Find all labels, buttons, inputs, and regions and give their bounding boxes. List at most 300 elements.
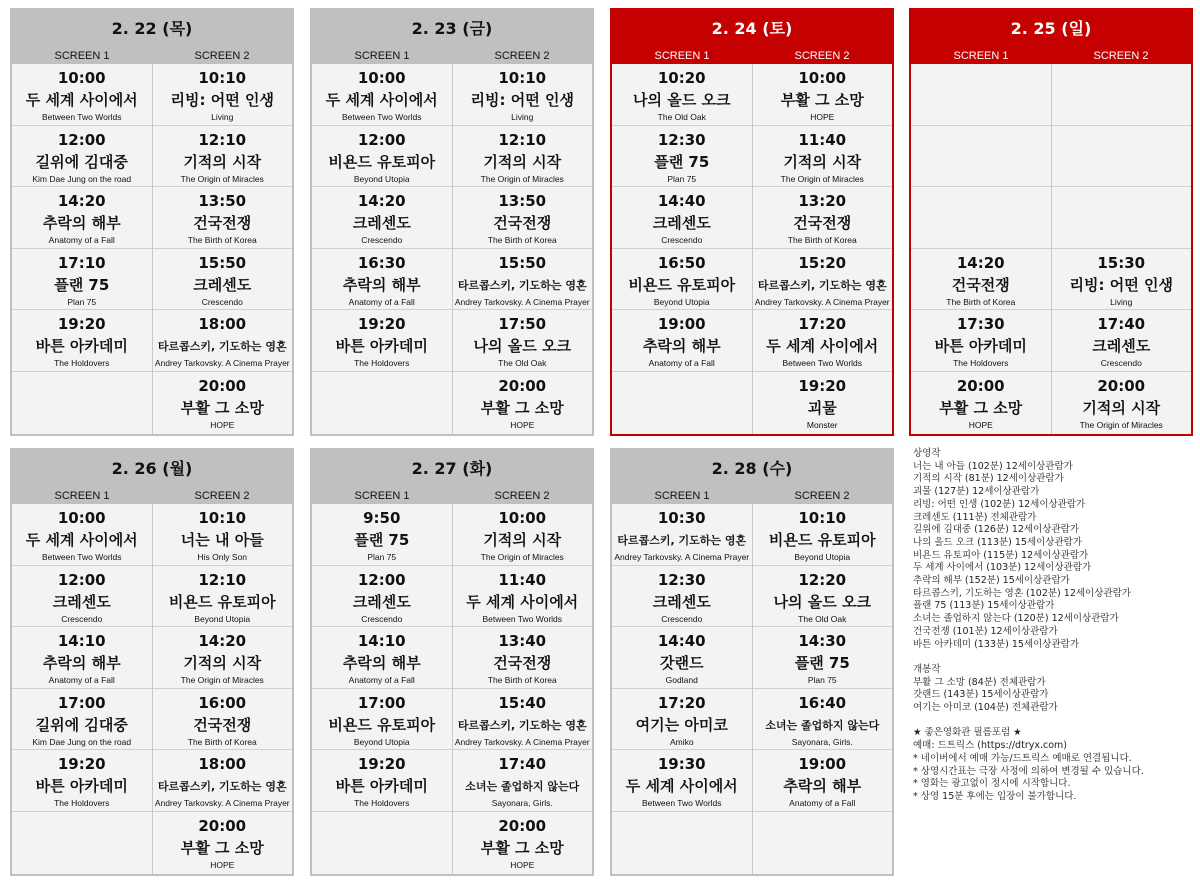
movie-title: 부활 그 소망 [480,398,564,417]
movie-title-en: Crescendo [61,613,103,624]
screen-1-column [12,64,152,434]
movie-title-en: The Birth of Korea [787,235,857,246]
movie-title-en: Anatomy of a Fall [789,798,856,809]
showtime-cell[interactable] [153,750,293,812]
movie-title-en: Between Two Worlds [782,358,863,369]
movie-title-en: Plan 75 [807,675,837,686]
screen-labels [312,488,592,504]
movie-title: 건국전쟁 [493,214,552,233]
screen-1-column [312,64,452,434]
showtime-cell[interactable] [453,372,593,434]
screen-labels [612,48,892,64]
showtime-cell[interactable] [911,372,1051,434]
showtime-time: 12:00 [357,130,406,149]
movie-title-en: The Holdovers [54,358,110,369]
day-panel [10,448,294,876]
movie-title-en: The Origin of Miracles [1079,419,1163,430]
showtime-cell[interactable] [312,187,452,249]
movie-title: 부활 그 소망 [939,398,1023,417]
movie-title: 추락의 해부 [642,337,721,356]
movie-title-en: HOPE [210,419,235,430]
movie-title: 기적의 시작 [183,152,262,171]
showtime-time: 19:20 [57,315,106,334]
showtime-time: 11:40 [498,570,547,589]
movie-title: 길위에 김대중 [35,152,128,171]
movie-title-en: Plan 75 [367,552,397,562]
showtime-cell[interactable] [453,689,593,751]
movie-title: 타르콥스키, 기도하는 영혼 [757,278,887,292]
empty-cell [312,812,452,874]
movie-title-en: Beyond Utopia [794,552,851,562]
showtime-time: 17:40 [1097,315,1146,334]
movie-title-en: Beyond Utopia [653,296,710,307]
movie-title: 크레센도 [352,592,411,611]
showtime-cell[interactable] [312,504,452,566]
movie-title: 건국전쟁 [951,275,1010,294]
showtime-time: 17:40 [498,755,547,774]
showtime-cell[interactable] [153,372,293,434]
movie-title-en: The Origin of Miracles [480,173,564,184]
movie-title: 여기는 아미코 [635,715,728,734]
showtime-time: 12:10 [498,130,547,149]
showtime-time: 12:20 [798,570,847,589]
showtime-cell[interactable] [453,750,593,812]
showtime-cell[interactable] [753,249,893,311]
movie-title-en: The Old Oak [498,358,547,369]
showtime-time: 11:40 [798,130,847,149]
showtime-cell[interactable] [153,627,293,689]
showtime-cell[interactable] [612,187,752,249]
movie-title-en: Living [211,112,234,122]
movie-title-en: Anatomy of a Fall [648,358,715,369]
showtime-cell[interactable] [612,249,752,311]
showtime-cell[interactable] [612,750,752,812]
movie-title: 추락의 해부 [783,777,862,796]
movie-title: 비욘드 유토피아 [328,152,436,171]
movie-title-en: Andrey Tarkovsky. A Cinema Prayer [454,296,590,307]
showtime-cell[interactable] [1052,249,1192,311]
showtime-time: 10:10 [198,69,247,87]
empty-cell [612,372,752,434]
screen-labels [12,48,292,64]
movie-title: 바튼 아카데미 [335,337,428,356]
movie-title: 바튼 아카데미 [934,337,1027,356]
movie-title: 크레센도 [352,214,411,233]
movie-title: 두 세계 사이에서 [25,531,138,549]
screen-2-label: SCREEN 2 [494,50,550,62]
day-header [612,10,892,64]
showtime-time: 19:30 [657,755,706,774]
showtime-time: 17:20 [657,693,706,712]
showtime-cell[interactable] [911,310,1051,372]
screen-1-label: SCREEN 1 [654,50,710,62]
showtime-cell[interactable] [312,249,452,311]
movie-title: 추락의 해부 [42,214,121,233]
screen-1-column [12,504,152,874]
showtime-cell[interactable] [153,126,293,188]
movie-title-en: Amiko [669,736,694,747]
now-showing-item: 크레센도 (111분) 전체관람가 [913,511,1037,523]
showtime-time: 12:00 [357,570,406,589]
movie-title-en: Godland [665,675,698,686]
showtime-cell[interactable] [153,812,293,874]
movie-title: 나의 올드 오크 [633,91,731,109]
showtime-cell[interactable] [453,812,593,874]
showtime-cell[interactable] [753,750,893,812]
day-date: 2. 23 (금) [411,19,493,38]
showtime-cell[interactable] [612,689,752,751]
showtime-cell[interactable] [12,504,152,566]
movie-title-en: Andrey Tarkovsky. A Cinema Prayer [154,798,290,809]
movie-title-en: Andrey Tarkovsky. A Cinema Prayer [154,358,290,369]
screen-2-column [152,504,293,874]
screen-labels [911,48,1191,64]
movie-title: 타르콥스키, 기도하는 영혼 [157,780,287,794]
now-showing-item: 타르콥스키, 기도하는 영혼 (102분) 12세이상관람가 [913,587,1131,599]
movie-title: 타르콥스키, 기도하는 영혼 [157,340,287,354]
showtime-time: 10:00 [57,69,106,87]
showtime-time: 10:20 [657,69,706,87]
empty-cell [1052,126,1192,188]
showtime-cell[interactable] [12,689,152,751]
showtime-cell[interactable] [453,187,593,249]
showtime-cell[interactable] [12,627,152,689]
day-date: 2. 28 (수) [711,459,793,478]
showtime-cell[interactable] [12,310,152,372]
showtime-time: 14:30 [798,632,847,651]
movie-title-en: The Birth of Korea [487,675,557,686]
showtime-time: 13:50 [498,192,547,211]
now-showing-item: 바튼 아카데미 (133분) 15세이상관람가 [913,638,1079,650]
showtime-time: 19:20 [357,755,406,774]
showtime-time: 17:10 [57,253,106,272]
showtime-cell[interactable] [12,64,152,126]
day-header [612,450,892,504]
now-showing-item: 너는 내 아들 (102분) 12세이상관람가 [913,460,1073,472]
movie-title-en: The Holdovers [354,358,410,369]
showtime-cell[interactable] [753,187,893,249]
day-panel [610,448,894,876]
empty-cell [12,372,152,434]
showtime-cell[interactable] [153,310,293,372]
showtime-cell[interactable] [453,310,593,372]
movie-title-en: Between Two Worlds [41,112,122,122]
now-showing-item: 추락의 해부 (152분) 15세이상관람가 [913,575,1070,587]
movie-title-en: Andrey Tarkovsky. A Cinema Prayer [454,736,590,747]
movie-title: 타르콥스키, 기도하는 영혼 [457,718,587,732]
showtime-time: 18:00 [198,315,247,334]
showtime-time: 16:40 [798,693,847,712]
showtime-time: 20:00 [956,376,1005,395]
showtime-time: 19:20 [57,755,106,774]
showtime-cell[interactable] [1052,372,1192,434]
now-showing-item: 소녀는 졸업하지 않는다 (120분) 12세이상관람가 [913,613,1119,625]
showtime-cell[interactable] [612,566,752,628]
day-header [12,450,292,504]
day-panel [610,8,894,436]
showtime-time: 17:00 [57,693,106,712]
showtime-time: 19:00 [798,755,847,774]
movie-title: 타르콥스키, 기도하는 영혼 [457,278,587,292]
showtime-cell[interactable] [753,504,893,566]
showtime-time: 14:20 [57,192,106,211]
movie-title: 소녀는 졸업하지 않는다 [465,780,580,794]
showtime-cell[interactable] [453,627,593,689]
showtime-time: 20:00 [498,816,547,835]
movie-title-en: Beyond Utopia [353,736,410,747]
showtime-time: 19:20 [798,376,847,395]
showtime-time: 16:30 [357,253,406,272]
showtime-cell[interactable] [453,64,593,126]
showtime-cell[interactable] [753,566,893,628]
movie-title-en: Andrey Tarkovsky. A Cinema Prayer [614,552,750,562]
showtime-cell[interactable] [312,627,452,689]
movie-title: 나의 올드 오크 [773,592,871,611]
showtime-cell[interactable] [153,566,293,628]
showtime-cell[interactable] [312,310,452,372]
showtime-time: 20:00 [198,816,247,835]
screen-1-column [612,504,752,874]
movie-title-en: Beyond Utopia [353,173,410,184]
screen-2-label: SCREEN 2 [194,490,250,502]
showtime-cell[interactable] [753,372,893,434]
movie-title: 두 세계 사이에서 [766,337,879,356]
showtime-time: 16:00 [198,693,247,712]
movie-title: 괴물 [807,398,837,417]
movie-title-en: HOPE [968,419,993,430]
movie-title: 리빙: 어떤 인생 [1069,275,1173,294]
note-item: * 영화는 광고없이 정시에 시작합니다. [913,778,1071,790]
empty-cell [911,126,1051,188]
now-showing-item: 비욘드 유토피아 (115분) 12세이상관람가 [913,549,1089,561]
showtime-cell[interactable] [153,187,293,249]
movie-title: 플랜 75 [54,275,110,294]
movie-title-en: The Holdovers [953,358,1009,369]
movie-title: 크레센도 [652,592,711,611]
movie-title-en: The Old Oak [657,112,706,122]
new-release-item: 갓랜드 (143분) 15세이상관람가 [913,689,1049,701]
showtime-time: 12:10 [198,130,247,149]
showtime-cell[interactable] [453,249,593,311]
screen-1-label: SCREEN 1 [354,490,410,502]
movie-title: 건국전쟁 [793,214,852,233]
movie-title-en: The Birth of Korea [187,235,257,246]
note-item: * 네이버에서 예매 가능/드트릭스 예매로 연결됩니다. [913,752,1132,764]
showtime-time: 14:20 [357,192,406,211]
movie-title: 크레센도 [1092,337,1151,356]
now-showing-item: 괴물 (127분) 12세이상관람가 [913,486,1040,498]
now-showing-item: 나의 올드 오크 (113분) 15세이상관람가 [913,536,1083,548]
movie-title-en: Living [1110,296,1133,307]
movie-title-en: Sayonara, Girls. [791,736,853,747]
showtime-time: 16:50 [657,253,706,272]
showtime-cell[interactable] [312,566,452,628]
movie-title: 비욘드 유토피아 [168,592,276,611]
day-panel [310,448,594,876]
showtime-cell[interactable] [12,126,152,188]
movie-title: 두 세계 사이에서 [25,91,138,109]
showtime-time: 18:00 [198,755,247,774]
showtime-cell[interactable] [453,504,593,566]
movie-title-en: Between Two Worlds [641,798,722,809]
movie-title: 나의 올드 오크 [473,337,571,356]
showtime-cell[interactable] [12,566,152,628]
movie-title-en: HOPE [510,419,535,430]
movie-title: 크레센도 [193,275,252,294]
day-header [12,10,292,64]
showtime-time: 10:10 [798,509,847,527]
showtime-cell[interactable] [612,310,752,372]
showtime-cell[interactable] [312,750,452,812]
movie-title-en: The Origin of Miracles [180,675,264,686]
showtime-cell[interactable] [312,64,452,126]
showtime-cell[interactable] [612,504,752,566]
movie-title-en: HOPE [510,859,535,870]
showtime-cell[interactable] [12,249,152,311]
screen-2-label: SCREEN 2 [794,490,850,502]
movie-title-en: Kim Dae Jung on the road [32,736,132,747]
showtime-time: 10:30 [657,509,706,527]
movie-title-en: Anatomy of a Fall [48,675,115,686]
showtime-cell[interactable] [153,504,293,566]
new-release-item: 여기는 아미코 (104분) 전체관람가 [913,702,1058,714]
showtime-cell[interactable] [612,627,752,689]
showtime-time: 13:50 [198,192,247,211]
showtime-cell[interactable] [153,64,293,126]
movie-title-en: Beyond Utopia [194,613,251,624]
showtime-time: 19:00 [657,315,706,334]
movie-title: 갓랜드 [660,654,704,673]
showtime-cell[interactable] [1052,310,1192,372]
showtime-cell[interactable] [12,750,152,812]
showtime-time: 10:00 [498,509,547,527]
screen-1-label: SCREEN 1 [54,490,110,502]
movie-title: 플랜 75 [654,152,710,171]
movie-title-en: Plan 75 [67,296,97,307]
screen-2-label: SCREEN 2 [494,490,550,502]
showtime-time: 10:00 [357,69,406,87]
new-release-item: 부활 그 소망 (84분) 전체관람가 [913,676,1046,688]
showtime-time: 15:20 [798,253,847,272]
empty-cell [1052,187,1192,249]
empty-cell [1052,64,1192,126]
empty-cell [612,812,752,874]
screen-2-column [1051,64,1192,434]
screen-2-column [452,64,593,434]
showtime-cell[interactable] [753,126,893,188]
movie-title: 타르콥스키, 기도하는 영혼 [617,534,747,547]
showtime-time: 10:10 [198,509,247,527]
showtime-cell[interactable] [753,310,893,372]
movie-title-en: The Origin of Miracles [180,173,264,184]
movie-title-en: The Birth of Korea [487,235,557,246]
movie-title-en: The Birth of Korea [946,296,1016,307]
movie-title: 부활 그 소망 [780,91,864,109]
showtime-time: 12:10 [198,570,247,589]
movie-title: 바튼 아카데미 [35,777,128,796]
showtime-time: 15:30 [1097,253,1146,272]
movie-title-en: Anatomy of a Fall [348,296,415,307]
screen-1-column [312,504,452,874]
screen-2-column [152,64,293,434]
screen-labels [612,488,892,504]
showtime-cell[interactable] [312,689,452,751]
showtime-cell[interactable] [612,126,752,188]
movie-title-en: His Only Son [197,552,248,562]
day-date: 2. 26 (월) [111,459,193,478]
movie-title: 부활 그 소망 [480,838,564,857]
showtime-cell[interactable] [911,249,1051,311]
theater-name: ★ 좋은영화관 필름포럼 ★ [913,727,1022,739]
showtime-cell[interactable] [753,627,893,689]
showtime-cell[interactable] [453,126,593,188]
movie-title-en: Anatomy of a Fall [48,235,115,246]
showtime-time: 14:40 [657,632,706,651]
movie-title-en: The Holdovers [54,798,110,809]
screen-2-column [752,64,893,434]
movie-title-en: Kim Dae Jung on the road [32,173,132,184]
movie-title: 비욘드 유토피아 [768,531,876,549]
movie-title: 건국전쟁 [193,715,252,734]
now-showing-item: 두 세계 사이에서 (103분) 12세이상관람가 [913,562,1092,574]
showtime-cell[interactable] [153,689,293,751]
now-showing-item: 기적의 시작 (81분) 12세이상관람가 [913,473,1064,485]
showtime-cell[interactable] [312,126,452,188]
day-date: 2. 24 (토) [711,19,793,38]
showtime-time: 20:00 [1097,376,1146,395]
showtime-time: 14:20 [198,632,247,651]
showtime-cell[interactable] [753,689,893,751]
movie-title: 추락의 해부 [342,654,421,673]
showtime-time: 14:10 [357,632,406,651]
day-header [911,10,1191,64]
showtime-time: 17:20 [798,315,847,334]
showtime-cell[interactable] [153,249,293,311]
showtime-cell[interactable] [753,64,893,126]
showtime-time: 10:00 [57,509,106,527]
showtime-cell[interactable] [612,64,752,126]
screen-2-column [752,504,893,874]
movie-title-en: Crescendo [201,296,243,307]
showtime-time: 17:30 [956,315,1005,334]
screen-1-label: SCREEN 1 [953,50,1009,62]
movie-title: 비욘드 유토피아 [628,275,736,294]
showtime-time: 20:00 [198,376,247,395]
movie-title: 기적의 시작 [483,152,562,171]
screen-2-label: SCREEN 2 [194,50,250,62]
movie-title-en: HOPE [210,859,235,870]
showtime-time: 14:20 [956,253,1005,272]
empty-cell [911,64,1051,126]
showtime-time: 20:00 [498,376,547,395]
note-item: * 상영시간표는 극장 사정에 의하여 변경될 수 있습니다. [913,765,1144,777]
day-header [312,10,592,64]
day-date: 2. 25 (일) [1010,19,1092,38]
movie-title-en: Plan 75 [667,173,697,184]
movie-title: 비욘드 유토피아 [328,715,436,734]
showtime-cell[interactable] [12,187,152,249]
showtime-cell[interactable] [453,566,593,628]
day-panel [10,8,294,436]
movie-title: 기적의 시작 [483,531,562,549]
screen-2-label: SCREEN 2 [1093,50,1149,62]
movie-title: 크레센도 [652,214,711,233]
showtime-time: 9:50 [363,509,401,527]
movie-title: 추락의 해부 [42,654,121,673]
now-showing-item: 플랜 75 (113분) 15세이상관람가 [913,600,1055,612]
showtime-time: 14:10 [57,632,106,651]
showtime-time: 10:00 [798,69,847,87]
